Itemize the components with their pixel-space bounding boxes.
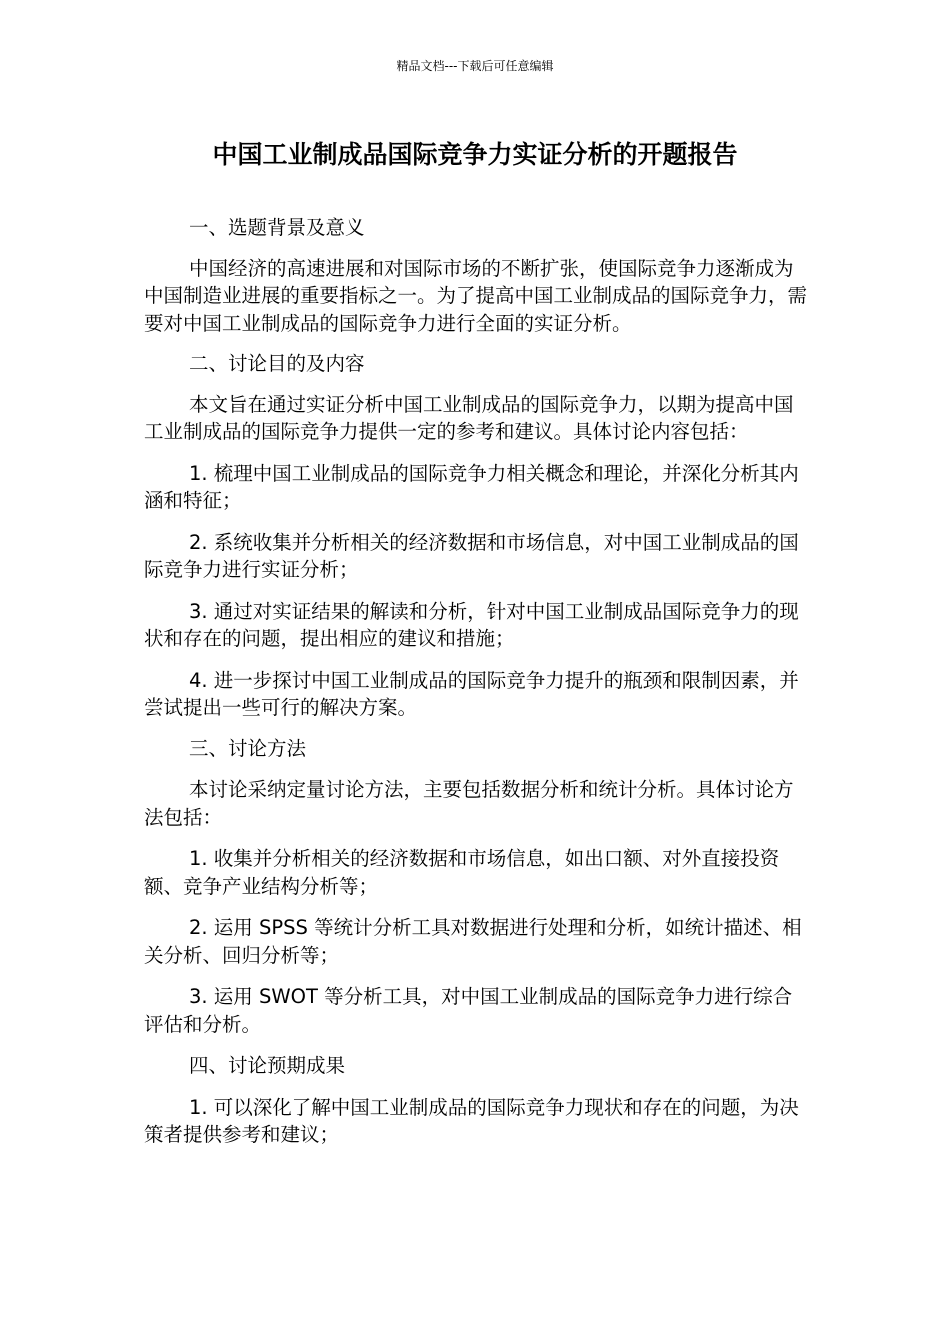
list-item-purpose-2: 2. 系统收集并分析相关的经济数据和市场信息，对中国工业制成品的国际竞争力进行实证分析； xyxy=(144,530,799,581)
list-item-purpose-4: 4. 进一步探讨中国工业制成品的国际竞争力提升的瓶颈和限制因素，并尝试提出一些可行的解决方案。 xyxy=(144,668,799,719)
list-item-purpose-1: 1. 梳理中国工业制成品的国际竞争力相关概念和理论，并深化分析其内涵和特征； xyxy=(144,461,799,512)
page-header: 精品文档---下载后可任意编辑 xyxy=(396,59,554,73)
section-heading-outcomes: 四、讨论预期成果 xyxy=(189,1054,346,1077)
paragraph-methods-intro: 本讨论采纳定量讨论方法，主要包括数据分析和统计分析。具体讨论方法包括： xyxy=(144,778,794,829)
section-heading-methods: 三、讨论方法 xyxy=(189,736,307,760)
paragraph-purpose-intro: 本文旨在通过实证分析中国工业制成品的国际竞争力，以期为提高中国工业制成品的国际竞争力提供一定的参考和建议。具体讨论内容包括： xyxy=(144,392,794,443)
list-item-methods-1: 1. 收集并分析相关的经济数据和市场信息，如出口额、对外直接投资额、竞争产业结构分析等； xyxy=(144,847,780,898)
list-item-methods-2: 2. 运用 SPSS 等统计分析工具对数据进行处理和分析，如统计描述、相关分析、回归分析等； xyxy=(144,916,802,967)
document-body xyxy=(144,214,810,1149)
paragraph-background: 中国经济的高速进展和对国际市场的不断扩张，使国际竞争力逐渐成为中国制造业进展的重要指标之一。为了提高中国工业制成品的国际竞争力，需要对中国工业制成品的国际竞争力进行全面的实证分析。 xyxy=(144,256,808,335)
section-heading-purpose: 二、讨论目的及内容 xyxy=(189,352,365,375)
list-item-outcomes-1: 1. 可以深化了解中国工业制成品的国际竞争力现状和存在的问题，为决策者提供参考和建议； xyxy=(144,1095,799,1146)
document-title: 中国工业制成品国际竞争力实证分析的开题报告 xyxy=(212,140,738,169)
section-heading-background: 一、选题背景及意义 xyxy=(189,216,365,239)
list-item-methods-3: 3. 运用 SWOT 等分析工具，对中国工业制成品的国际竞争力进行综合评估和分析。 xyxy=(144,985,793,1036)
list-item-purpose-3: 3. 通过对实证结果的解读和分析，针对中国工业制成品国际竞争力的现状和存在的问题，提出相应的建议和措施； xyxy=(144,599,799,650)
